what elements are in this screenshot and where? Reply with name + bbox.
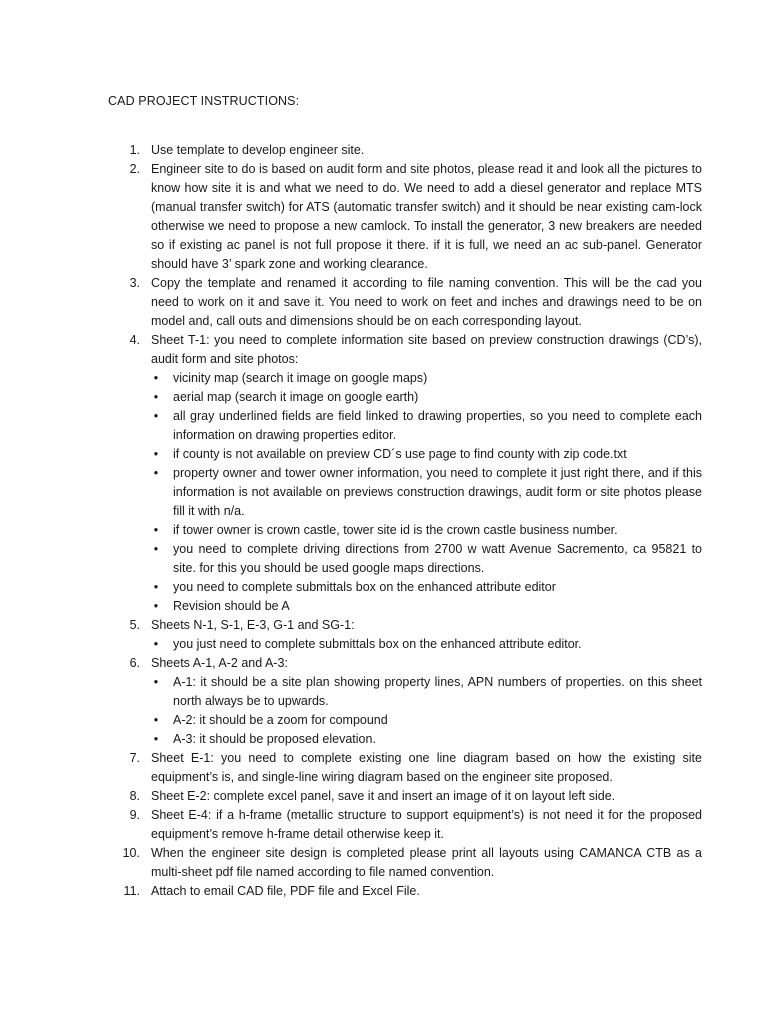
instruction-item (108, 844, 702, 882)
instruction-item (108, 616, 702, 654)
bullet-icon: • (153, 371, 159, 385)
instruction-item (108, 806, 702, 844)
sub-item (151, 635, 702, 654)
sub-item (151, 388, 702, 407)
item-number: 4. (129, 333, 140, 347)
item-number: 11. (123, 884, 140, 898)
item-number: 9. (129, 808, 140, 822)
item-number: 2. (129, 162, 140, 176)
item-text: Engineer site to do is based on audit form and site photos, please read it and look all the pictures to know how site it is and what we need to do. We need to add a diesel generator and replace MTS (manual transfer switch) for ATS (automatic transfer switch) and it should be near existing cam-lock otherwise we need to propose a new camlock. To install the generator, 3 new breakers are needed so if existing ac panel is not full propose it there. if it is full, we need an ac sub-panel. Generator should have 3’ spark zone and working clearance. (151, 162, 702, 271)
sub-list (151, 369, 702, 616)
sub-item (151, 407, 702, 445)
sub-item (151, 597, 702, 616)
sub-item-text: you need to complete driving directions from 2700 w watt Avenue Sacremento, ca 95821 to site. for this you should be used google maps directions. (173, 542, 702, 575)
instruction-item (108, 654, 702, 749)
sub-item (151, 578, 702, 597)
sub-item-text: aerial map (search it image on google earth) (173, 390, 419, 404)
item-text: Sheet E-1: you need to complete existing one line diagram based on how the existing site equipment’s is, and single-line wiring diagram based on the engineer site proposed. (151, 751, 702, 784)
item-text: Sheet T-1: you need to complete information site based on preview construction drawings (CD’s), audit form and site photos: (151, 333, 702, 366)
item-text: When the engineer site design is completed please print all layouts using CAMANCA CTB as a multi-sheet pdf file named according to file named convention. (151, 846, 702, 879)
item-text: Use template to develop engineer site. (151, 143, 365, 157)
sub-item-text: A-2: it should be a zoom for compound (173, 713, 388, 727)
bullet-icon: • (153, 390, 159, 404)
sub-item (151, 540, 702, 578)
instruction-list (108, 141, 702, 901)
bullet-icon: • (153, 542, 159, 556)
bullet-icon: • (153, 447, 159, 461)
instruction-item (108, 331, 702, 616)
bullet-icon: • (153, 580, 159, 594)
sub-item-text: you just need to complete submittals box on the enhanced attribute editor. (173, 637, 582, 651)
item-text: Copy the template and renamed it according to file naming convention. This will be the cad you need to work on it and save it. You need to work on feet and inches and drawings need to be on model and, call outs and dimensions should be on each corresponding layout. (151, 276, 702, 328)
sub-item-text: A-1: it should be a site plan showing property lines, APN numbers of properties. on this sheet north always be to upwards. (173, 675, 702, 708)
sub-item (151, 673, 702, 711)
item-number: 5. (129, 618, 140, 632)
item-text: Sheet E-4: if a h-frame (metallic structure to support equipment’s) is not need it for the proposed equipment’s remove h-frame detail otherwise keep it. (151, 808, 702, 841)
item-number: 3. (129, 276, 140, 290)
sub-item (151, 730, 702, 749)
sub-item (151, 369, 702, 388)
sub-list (151, 635, 702, 654)
instruction-item (108, 749, 702, 787)
item-number: 6. (129, 656, 140, 670)
sub-item-text: you need to complete submittals box on the enhanced attribute editor (173, 580, 556, 594)
instruction-item (108, 141, 702, 160)
bullet-icon: • (153, 599, 159, 613)
sub-item-text: vicinity map (search it image on google maps) (173, 371, 428, 385)
sub-item-text: all gray underlined fields are field linked to drawing properties, so you need to complete each information on drawing properties editor. (173, 409, 702, 442)
instruction-item (108, 787, 702, 806)
item-number: 7. (129, 751, 140, 765)
item-text: Sheets N-1, S-1, E-3, G-1 and SG-1: (151, 618, 355, 632)
sub-item-text: Revision should be A (173, 599, 290, 613)
document-title: CAD PROJECT INSTRUCTIONS: (108, 94, 300, 108)
sub-item-text: if tower owner is crown castle, tower site id is the crown castle business number. (173, 523, 618, 537)
sub-list (151, 673, 702, 749)
instruction-item (108, 882, 702, 901)
item-number: 1. (129, 143, 140, 157)
bullet-icon: • (153, 523, 159, 537)
sub-item-text: if county is not available on preview CD´s use page to find county with zip code.txt (173, 447, 627, 461)
sub-item-text: property owner and tower owner information, you need to complete it just right there, and if this information is not available on previews construction drawings, audit form or site photos please fill it with n/a. (173, 466, 702, 518)
bullet-icon: • (153, 732, 159, 746)
item-number: 8. (129, 789, 140, 803)
instruction-item (108, 274, 702, 331)
item-text: Sheets A-1, A-2 and A-3: (151, 656, 288, 670)
item-text: Attach to email CAD file, PDF file and Excel File. (151, 884, 420, 898)
sub-item-text: A-3: it should be proposed elevation. (173, 732, 376, 746)
sub-item (151, 711, 702, 730)
item-number: 10. (122, 846, 140, 860)
sub-item (151, 445, 702, 464)
sub-item (151, 464, 702, 521)
bullet-icon: • (153, 466, 159, 480)
bullet-icon: • (153, 409, 159, 423)
instruction-item (108, 160, 702, 274)
item-text: Sheet E-2: complete excel panel, save it and insert an image of it on layout left side. (151, 789, 616, 803)
bullet-icon: • (153, 675, 159, 689)
bullet-icon: • (153, 637, 159, 651)
sub-item (151, 521, 702, 540)
bullet-icon: • (153, 713, 159, 727)
